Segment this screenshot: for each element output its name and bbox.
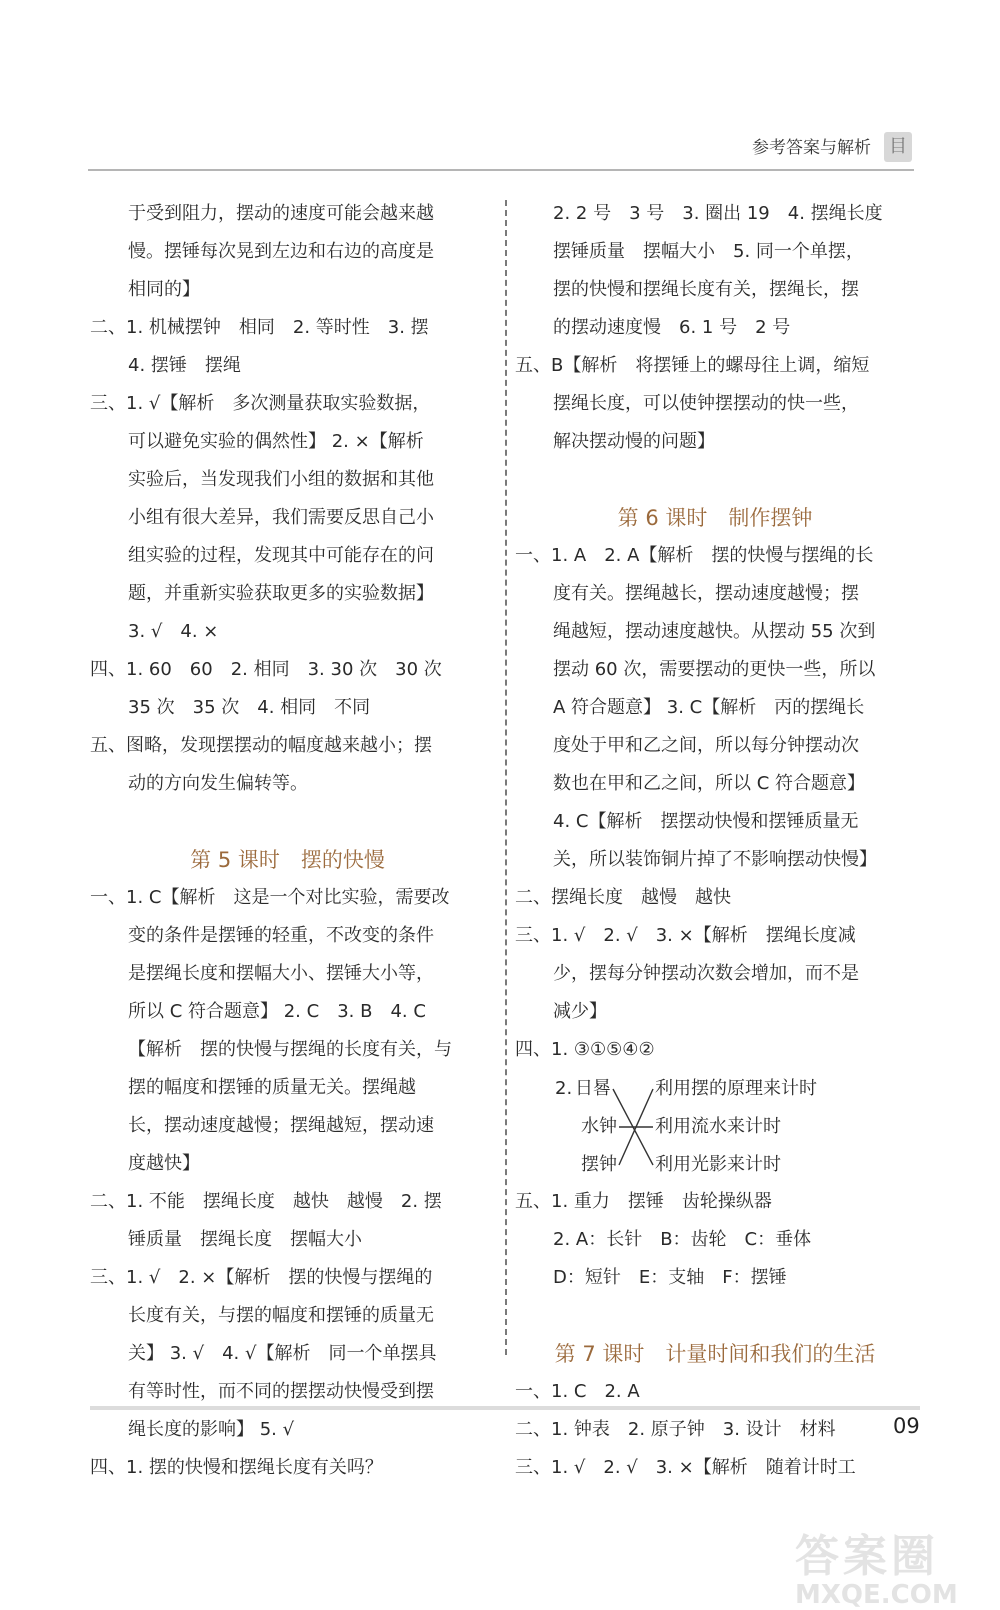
text-line: 有等时性，而不同的摆摆动快慢受到摆	[128, 1381, 434, 1402]
text-line: 四、1. ③①⑤④②	[515, 1039, 655, 1060]
right-column	[515, 195, 915, 1487]
text-line: 摆动 60 次，需要摆动的更快一些，所以	[553, 659, 876, 680]
text-line: 二、1. 不能 摆绳长度 越快 越慢 2. 摆	[90, 1191, 442, 1212]
match-right-item: 利用光影来计时	[655, 1154, 781, 1175]
matching-number: 2.	[555, 1078, 573, 1099]
text-line: 慢。摆锤每次晃到左边和右边的高度是	[128, 241, 434, 262]
text-line: 三、1. √ 2. √ 3. ×【解析 随着计时工	[515, 1457, 856, 1478]
text-line: 关，所以装饰铜片掉了不影响摆动快慢】	[553, 849, 877, 870]
section-title-lesson-5: 第 5 课时 摆的快慢	[190, 848, 385, 872]
text-line: 4. 摆锤 摆绳	[128, 355, 241, 376]
text-line: 二、1. 钟表 2. 原子钟 3. 设计 材料	[515, 1419, 836, 1440]
watermark-url: MXQE.COM	[795, 1580, 958, 1610]
text-line: 数也在甲和乙之间，所以 C 符合题意】	[553, 773, 866, 794]
text-line: 35 次 35 次 4. 相同 不同	[128, 697, 371, 718]
text-line: 摆的快慢和摆绳长度有关，摆绳长，摆	[553, 279, 859, 300]
text-line: 是摆绳长度和摆幅大小、摆锤大小等，	[128, 963, 434, 984]
text-line: 五、图略，发现摆摆动的幅度越来越小；摆	[90, 735, 432, 756]
text-line: 2. A：长针 B：齿轮 C：垂体	[553, 1229, 812, 1250]
text-line: 4. C【解析 摆摆动快慢和摆锤质量无	[553, 811, 859, 832]
text-line: 三、1. √【解析 多次测量获取实验数据，	[90, 393, 431, 414]
text-line: 变的条件是摆锤的轻重，不改变的条件	[128, 925, 434, 946]
match-left-item: 摆钟	[581, 1154, 617, 1175]
text-line: 3. √ 4. ×	[128, 621, 219, 642]
watermark-logo	[795, 1520, 958, 1610]
text-line: 相同的】	[128, 279, 200, 300]
text-line: 三、1. √ 2. ×【解析 摆的快慢与摆绳的	[90, 1267, 433, 1288]
text-line: 解决摆动慢的问题】	[553, 431, 715, 452]
text-line: 一、1. C【解析 这是一个对比实验，需要改	[90, 887, 450, 908]
text-line: 摆的幅度和摆锤的质量无关。摆绳越	[128, 1077, 416, 1098]
header-box-icon: 目	[884, 132, 912, 162]
text-line: 所以 C 符合题意】 2. C 3. B 4. C	[128, 1001, 426, 1022]
text-line: 实验后，当发现我们小组的数据和其他	[128, 469, 434, 490]
matching-diagram	[515, 1069, 915, 1183]
header-rule	[88, 169, 914, 171]
text-line: 四、1. 摆的快慢和摆绳长度有关吗？	[90, 1457, 383, 1478]
text-line: 摆锤质量 摆幅大小 5. 同一个单摆，	[553, 241, 864, 262]
text-line: 可以避免实验的偶然性】 2. ×【解析	[128, 431, 424, 452]
text-line: 少，摆每分钟摆动次数会增加，而不是	[553, 963, 859, 984]
text-line: 一、1. C 2. A	[515, 1381, 640, 1402]
text-line: 【解析 摆的快慢与摆绳的长度有关，与	[128, 1039, 452, 1060]
text-line: 绳长度的影响】 5. √	[128, 1419, 295, 1440]
text-line: D：短针 E：支轴 F：摆锤	[553, 1267, 787, 1288]
left-column	[90, 195, 485, 1487]
text-line: 动的方向发生偏转等。	[128, 773, 308, 794]
section-title-lesson-7: 第 7 课时 计量时间和我们的生活	[554, 1342, 876, 1366]
column-divider	[505, 200, 507, 1355]
text-line: 2. 2 号 3 号 3. 圈出 19 4. 摆绳长度	[553, 203, 883, 224]
header-title: 参考答案与解析	[752, 138, 871, 158]
text-line: 于受到阻力，摆动的速度可能会越来越	[128, 203, 434, 224]
text-line: 三、1. √ 2. √ 3. ×【解析 摆绳长度减	[515, 925, 856, 946]
watermark-text: 答案圈	[795, 1531, 939, 1582]
text-line: 减少】	[553, 1001, 607, 1022]
match-right-item: 利用流水来计时	[655, 1116, 781, 1137]
text-line: 摆绳长度，可以使钟摆摆动的快一些，	[553, 393, 859, 414]
text-line: 四、1. 60 60 2. 相同 3. 30 次 30 次	[90, 659, 442, 680]
text-line: A 符合题意】 3. C【解析 丙的摆绳长	[553, 697, 865, 718]
footer-rule	[90, 1406, 920, 1410]
match-right-item: 利用摆的原理来计时	[655, 1078, 817, 1099]
text-line: 度有关。摆绳越长，摆动速度越慢；摆	[553, 583, 859, 604]
match-left-item: 日晷	[575, 1078, 611, 1099]
text-line: 二、摆绳长度 越慢 越快	[515, 887, 731, 908]
text-line: 五、B【解析 将摆锤上的螺母往上调，缩短	[515, 355, 870, 376]
text-line: 锤质量 摆绳长度 摆幅大小	[128, 1229, 362, 1250]
text-line: 一、1. A 2. A【解析 摆的快慢与摆绳的长	[515, 545, 874, 566]
spacer	[515, 461, 915, 499]
page-number: 09	[893, 1414, 920, 1438]
text-line: 题，并重新实验获取更多的实验数据】	[128, 583, 434, 604]
text-line: 绳越短，摆动速度越快。从摆动 55 次到	[553, 621, 876, 642]
text-line: 组实验的过程，发现其中可能存在的问	[128, 545, 434, 566]
match-left-item: 水钟	[581, 1116, 617, 1137]
text-line: 度越快】	[128, 1153, 200, 1174]
text-line: 小组有很大差异，我们需要反思自己小	[128, 507, 434, 528]
text-line: 度处于甲和乙之间，所以每分钟摆动次	[553, 735, 859, 756]
text-line: 的摆动速度慢 6. 1 号 2 号	[553, 317, 791, 338]
section-title-lesson-6: 第 6 课时 制作摆钟	[617, 506, 813, 530]
spacer	[515, 1297, 915, 1335]
text-line: 长，摆动速度越慢；摆绳越短，摆动速	[128, 1115, 434, 1136]
text-line: 关】 3. √ 4. √【解析 同一个单摆具	[128, 1343, 437, 1364]
text-line: 二、1. 机械摆钟 相同 2. 等时性 3. 摆	[90, 317, 429, 338]
text-line: 五、1. 重力 摆锤 齿轮操纵器	[515, 1191, 772, 1212]
spacer	[90, 803, 485, 841]
text-line: 长度有关，与摆的幅度和摆锤的质量无	[128, 1305, 434, 1326]
